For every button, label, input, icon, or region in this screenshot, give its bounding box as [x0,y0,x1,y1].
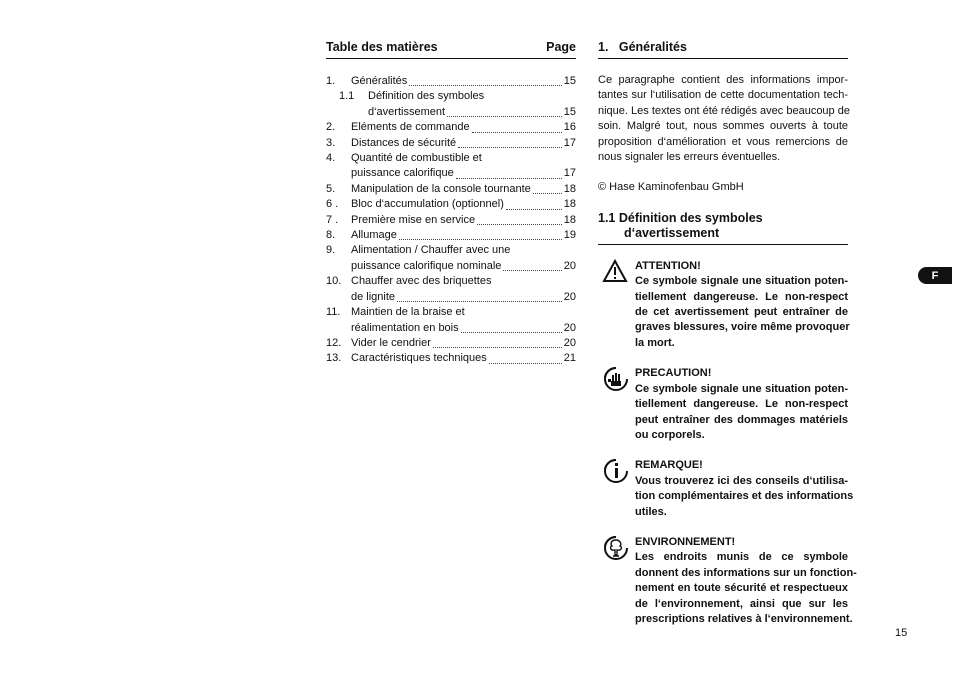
toc-entry-page: 18 [563,213,576,226]
toc-entry-body [351,182,576,197]
toc-entry-number: 6 . [326,198,339,211]
toc-entry-line [368,89,576,104]
toc-entry-text: Définition des symboles [368,90,485,103]
warning-note [598,259,848,351]
toc-entry [326,151,576,182]
toc-entry-number: 10. [326,275,342,288]
toc-entry-line [351,151,576,166]
note-text [635,382,848,444]
toc-entry [326,136,576,151]
toc-entry-line [351,136,576,151]
toc-entry-line [351,351,576,366]
toc-leader-dots [503,269,561,271]
toc-entry [326,197,576,212]
toc-entry-body [351,151,576,182]
toc-entry-line [351,290,576,305]
toc-entry-number: 12. [326,336,342,349]
toc-entry-number: 7 . [326,213,339,226]
toc-title: Table des matières [326,40,438,54]
toc-entry-body [351,305,576,336]
toc-leader-dots [533,192,562,194]
toc-entry-page: 17 [563,167,576,180]
toc-entry-text: Quantité de combustible et [351,152,482,165]
toc-entry-text: Alimentation / Chauffer avec une [351,244,511,257]
note-line: prescriptions relatives à l‘environnement. [635,612,853,625]
note-line: utiles. [635,505,667,518]
toc-entry-text: réalimentation en bois [351,321,459,334]
toc-entry-number: 2. [326,121,336,134]
toc-entry [326,89,576,120]
toc-entry-text: Bloc d‘accumulation (optionnel) [351,198,504,211]
toc-entry-text: Manipulation de la console tournante [351,182,531,195]
toc-entry-page: 20 [563,290,576,303]
toc-entry-number: 11. [326,306,341,319]
subsection-title: 1.1 Définition des symboles d‘avertissement [598,211,848,245]
section-title: 1. Généralités [598,40,848,59]
toc-entry-number: 9. [326,244,336,257]
intro-paragraph [598,73,848,165]
note-line: ou corporels. [635,428,705,441]
toc-entry-text: Vider le cendrier [351,336,431,349]
toc-entry-number: 1. [326,75,336,87]
warning-triangle-icon [602,259,628,288]
copyright-line: © Hase Kaminofenbau GmbH [598,181,744,194]
toc-entry-line [351,321,576,336]
note-line: de cet avertissement peut entraîner de [635,306,848,319]
note-line: graves blessures, voire même provoquer [635,321,850,334]
warning-note [598,458,854,520]
toc-list [326,74,576,367]
info-icon [602,458,630,489]
toc-entry-body [351,228,576,243]
toc-entry-text: Eléments de commande [351,121,470,134]
toc-leader-dots [477,223,562,225]
toc-entry-text: Généralités [351,75,408,87]
toc-leader-dots [472,131,562,133]
toc-entry-body [351,136,576,151]
paragraph-line: nous signaler les erreurs éventuelles. [598,151,781,164]
toc-entry-body [351,74,576,89]
toc-entry-page: 20 [563,321,576,334]
note-line: de l‘environnement, ainsi que sur les [635,597,848,610]
toc-entry-line [351,74,576,89]
toc-entry-line [351,182,576,197]
note-text [635,550,857,627]
toc-entry-text: Caractéristiques techniques [351,352,487,365]
toc-leader-dots [399,238,562,240]
toc-entry [326,74,576,89]
toc-leader-dots [506,208,562,210]
toc-leader-dots [397,300,562,302]
toc-entry-body [351,336,576,351]
note-line: Ce symbole signale une situation poten- [635,382,848,395]
toc-entry-page: 18 [563,198,576,211]
toc-entry [326,305,576,336]
toc-entry-body [351,213,576,228]
toc-entry-body [351,197,576,212]
toc-entry-body [351,274,576,305]
toc-entry [326,213,576,228]
language-badge: F [918,267,952,284]
toc-entry-line [368,105,576,120]
toc-entry-body [368,89,576,120]
toc-leader-dots [458,146,562,148]
toc-entry-number: 5. [326,182,336,195]
note-line: tiellement dangereuse. Le non-respect [635,290,848,303]
note-title: ATTENTION! [635,259,701,272]
toc-entry [326,120,576,135]
toc-entry [326,228,576,243]
paragraph-line: soin. Malgré tout, nous sommes ouverts à toute [598,120,848,133]
note-line: Ce symbole signale une situation poten- [635,275,848,288]
toc-entry-page: 19 [563,229,576,242]
note-title: PRECAUTION! [635,367,712,380]
toc-entry-number: 3. [326,136,336,149]
note-title: REMARQUE! [635,459,703,472]
toc-entry-text: d‘avertissement [368,105,446,118]
note-line: nement en toute sécurité et respectueux [635,582,848,595]
toc-entry-page: 21 [563,352,576,365]
warning-notes [598,259,857,628]
toc-entry-text: puissance calorifique [351,167,454,180]
toc-leader-dots [456,177,562,179]
toc-entry-line [351,197,576,212]
note-line: Vous trouverez ici des conseils d‘utilisa- [635,474,848,487]
toc-entry-page: 15 [563,75,576,87]
toc-entry-page: 16 [563,121,576,134]
environment-tree-icon [602,535,630,566]
toc-entry-text: Distances de sécurité [351,136,457,149]
toc-entry-line [351,259,576,274]
toc-leader-dots [409,84,561,86]
toc-entry-number: 4. [326,152,336,165]
note-line: la mort. [635,336,675,349]
toc-page-label: Page [546,40,576,54]
toc-entry [326,336,576,351]
toc-entry-text: Chauffer avec des briquettes [351,275,492,288]
toc-leader-dots [461,331,562,333]
paragraph-line: tantes sur l‘utilisation de cette documentation tech- [598,89,848,102]
paragraph-line: nique. Les textes ont été rédigés avec beaucoup de [598,104,850,117]
toc-entry-line [351,336,576,351]
toc-entry-line [351,243,576,258]
hand-caution-icon [602,366,630,397]
toc-entry-body [351,351,576,366]
toc-entry-text: Première mise en service [351,213,476,226]
toc-entry-page: 18 [563,182,576,195]
note-line: tion complémentaires et des informations [635,490,854,503]
toc-entry-number: 13. [326,352,342,365]
toc-entry-page: 20 [563,336,576,349]
toc-entry [326,274,576,305]
toc-entry-text: Allumage [351,229,397,242]
note-line: peut entraîner des dommages matériels [635,413,848,426]
toc-entry-number: 1.1 [339,90,355,103]
toc-entry-page: 17 [563,136,576,149]
toc-leader-dots [433,346,562,348]
note-text [635,474,854,520]
warning-note [598,535,857,627]
toc-entry-line [351,166,576,181]
toc-entry-text: puissance calorifique nominale [351,259,502,272]
toc-leader-dots [447,115,562,117]
note-line: Les endroits munis de ce symbole [635,551,848,564]
page-number: 15 [895,627,908,639]
toc-entry-body [351,243,576,274]
toc-entry [326,351,576,366]
note-title: ENVIRONNEMENT! [635,535,736,548]
note-line: tiellement dangereuse. Le non-respect [635,398,848,411]
toc-entry-page: 15 [563,105,576,118]
note-line: donnent des informations sur un fonction- [635,566,857,579]
toc-entry-line [351,213,576,228]
toc-leader-dots [489,362,562,364]
toc-entry-line [351,120,576,135]
toc-header [326,40,576,59]
toc-entry-text: de lignite [351,290,396,303]
toc-entry-line [351,228,576,243]
toc-entry-line [351,274,576,289]
toc-entry [326,182,576,197]
warning-note [598,366,848,443]
paragraph-line: proposition d‘amélioration et vous remercions de [598,135,848,148]
toc-entry-line [351,305,576,320]
toc-entry-page: 20 [563,259,576,272]
toc-entry-body [351,120,576,135]
toc-entry [326,243,576,274]
paragraph-line: Ce paragraphe contient des informations impor- [598,74,848,86]
table-of-contents [326,40,576,367]
toc-entry-text: Maintien de la braise et [351,306,465,319]
note-text [635,274,848,351]
section-generalites [598,40,857,627]
toc-entry-number: 8. [326,229,336,242]
